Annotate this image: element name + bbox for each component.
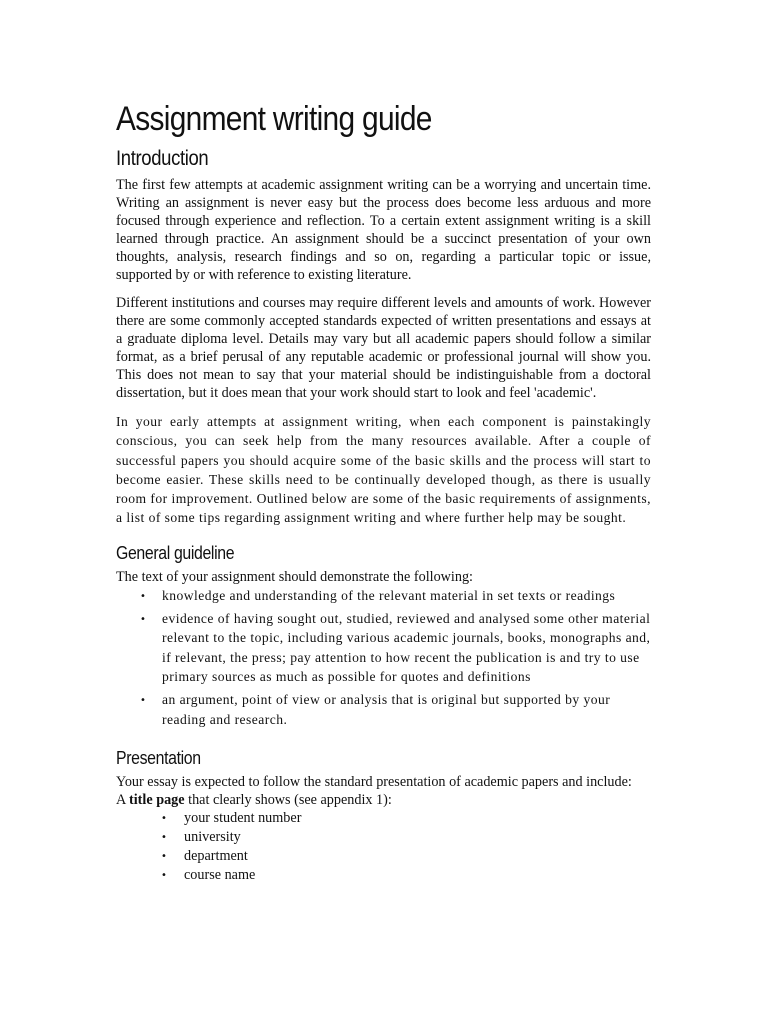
list-item-text: evidence of having sought out, studied, reviewed and analysed some other material relevant to the topic, including various academic journals, books, monographs and, if relevant, the press; pay attention to how recent the publication is and try to use primary sources as much as possible for quotes and definitions bbox=[162, 611, 651, 684]
title-page-suffix: that clearly shows (see appendix 1): bbox=[184, 791, 392, 808]
bullet-icon: • bbox=[161, 869, 167, 881]
general-guideline-heading: General guideline bbox=[116, 542, 235, 563]
list-item bbox=[116, 828, 651, 847]
bullet-icon: • bbox=[140, 590, 147, 602]
list-item-text: department bbox=[184, 847, 248, 864]
list-item-text: an argument, point of view or analysis that is original but supported by your reading and research. bbox=[162, 692, 611, 727]
list-item-text: knowledge and understanding of the relevant material in set texts or readings bbox=[162, 587, 616, 603]
introduction-paragraph-2: Different institutions and courses may require different levels and amounts of work. However there are some commonly accepted standards expected of written presentations and essays at a graduate diploma level. Details may vary but all academic papers should follow a similar format, as a brief perusal of any reputable academic or professional journal will show you. This does not mean to say that your material should be indistinguishable from a doctoral dissertation, but it does mean that your work should start to look and feel 'academic'. bbox=[116, 295, 651, 401]
title-page-items bbox=[116, 809, 651, 885]
general-guideline-list bbox=[116, 586, 651, 729]
introduction-heading: Introduction bbox=[116, 147, 209, 170]
introduction-paragraph-3: In your early attempts at assignment writing, when each component is painstakingly conscious, you can seek help from the many resources available. After a couple of successful papers you should acquire some of the basic skills and the process will start to become easier. These skills need to be continually developed though, as there is usually room for improvement. Outlined below are some of the basic requirements of assignments, a list of some tips regarding assignment writing and where further help may be sought. bbox=[116, 414, 651, 526]
bullet-icon: • bbox=[161, 812, 167, 824]
list-item-text: course name bbox=[184, 866, 256, 883]
list-item bbox=[116, 586, 651, 605]
list-item bbox=[116, 866, 651, 885]
bullet-icon: • bbox=[161, 831, 167, 843]
document-title: Assignment writing guide bbox=[116, 100, 432, 138]
title-page-line bbox=[116, 791, 651, 809]
list-item-text: university bbox=[184, 828, 241, 845]
bullet-icon: • bbox=[140, 695, 147, 707]
title-page-prefix: A bbox=[116, 791, 130, 808]
title-page-bold: title page bbox=[129, 791, 185, 808]
list-item bbox=[116, 809, 651, 828]
presentation-heading: Presentation bbox=[116, 747, 201, 768]
list-item bbox=[116, 847, 651, 866]
bullet-icon: • bbox=[161, 850, 167, 862]
document-page bbox=[116, 98, 651, 885]
presentation-intro: Your essay is expected to follow the standard presentation of academic papers and include: bbox=[116, 773, 632, 790]
list-item bbox=[116, 609, 651, 686]
list-item bbox=[116, 690, 651, 729]
general-guideline-intro: The text of your assignment should demonstrate the following: bbox=[116, 568, 473, 585]
list-item-text: your student number bbox=[184, 809, 302, 826]
introduction-paragraph-1: The first few attempts at academic assignment writing can be a worrying and uncertain time. Writing an assignment is never easy but the process does become less arduous and more focused through experience and reflection. To a certain extent assignment writing is a skill learned through practice. An assignment should be a succinct presentation of your own thoughts, analysis, research findings and so on, regarding a particular topic or issue, supported by or with reference to existing literature. bbox=[116, 177, 651, 283]
bullet-icon: • bbox=[140, 614, 147, 626]
